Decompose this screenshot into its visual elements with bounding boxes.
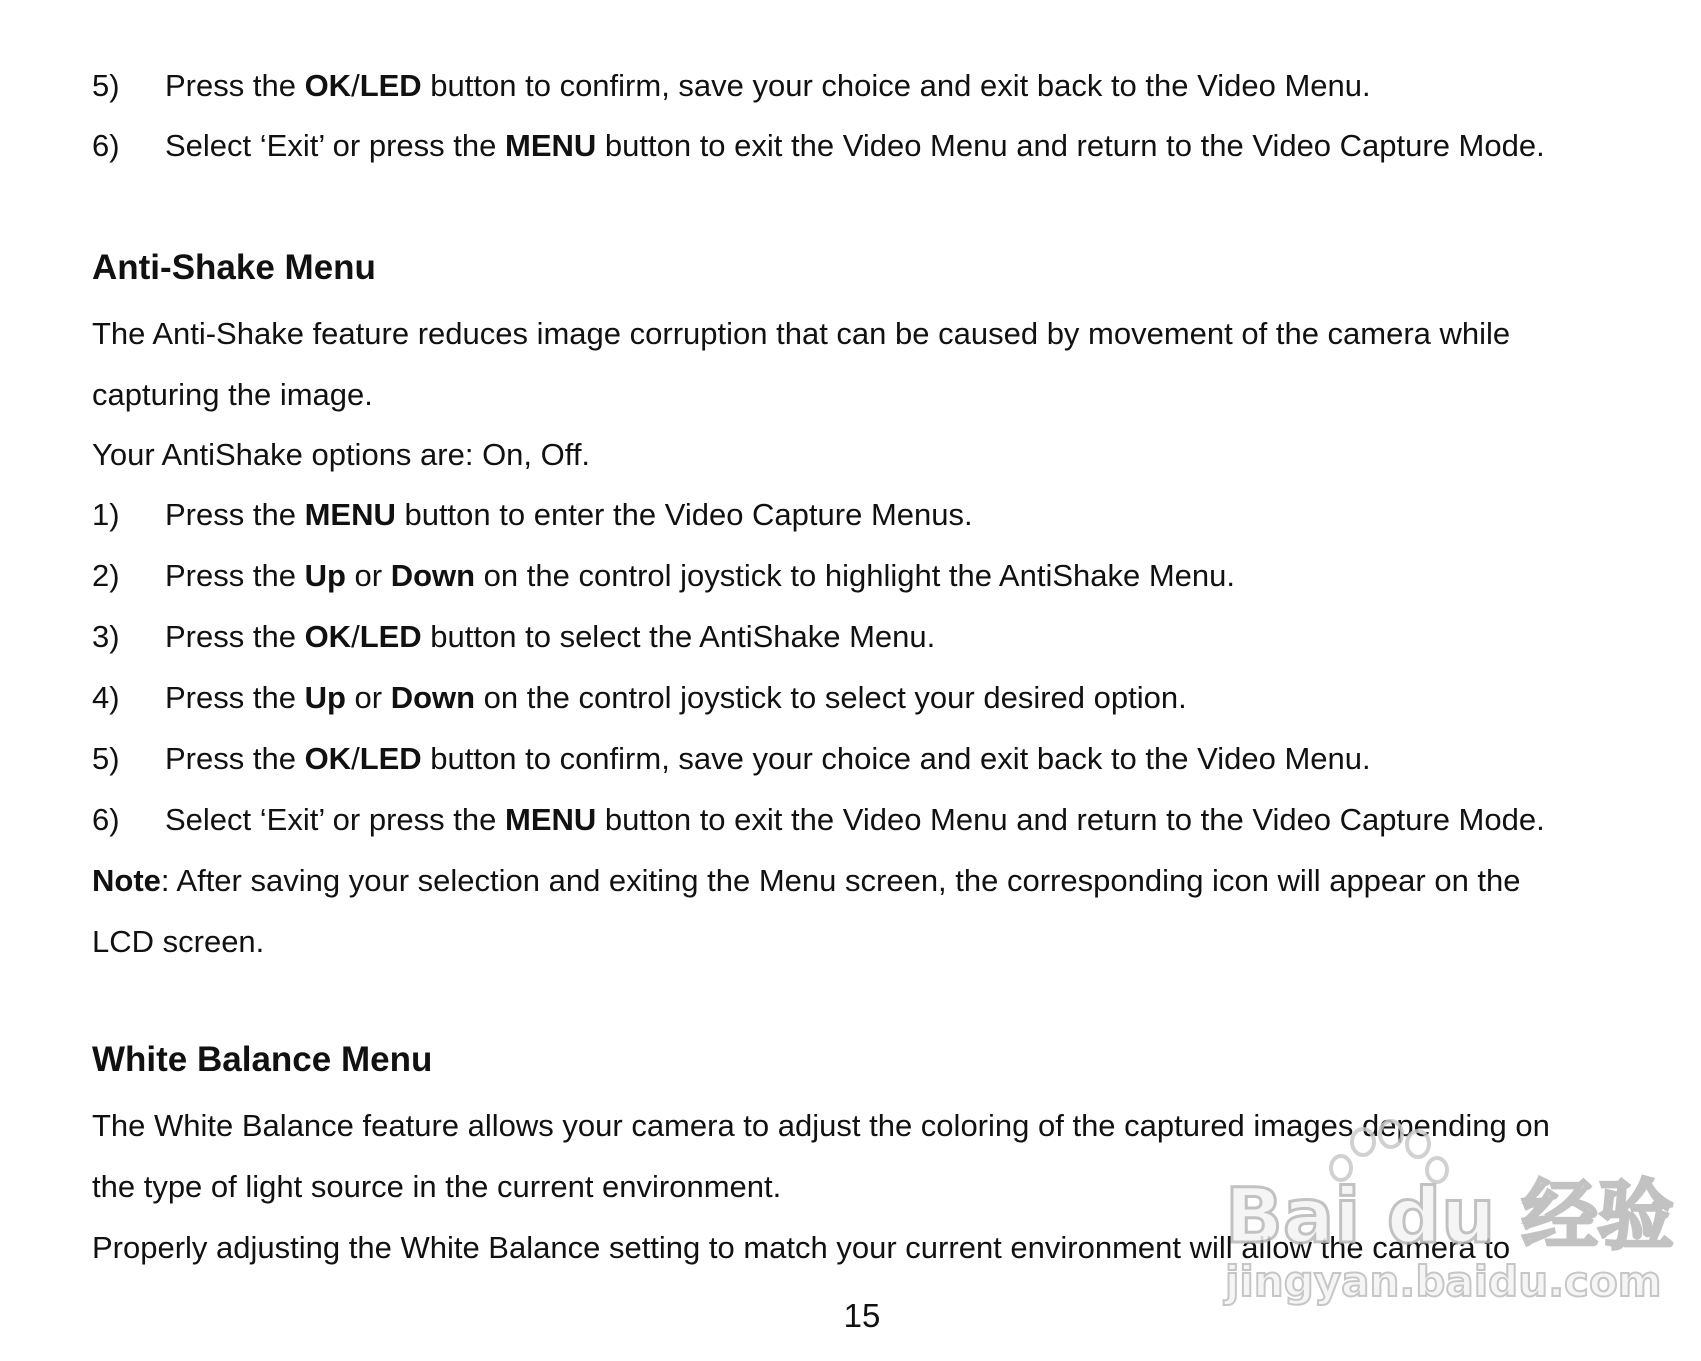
step-item: 6) Select ‘Exit’ or press the MENU button to exit the Video Menu and return to the Video Capture Mode.: [92, 800, 1545, 840]
step-item: 2) Press the Up or Down on the control joystick to highlight the AntiShake Menu.: [92, 556, 1235, 596]
step-number: 3): [92, 619, 120, 654]
note-line-2: LCD screen.: [92, 924, 265, 959]
step-number: 5): [92, 68, 120, 103]
step-item: 6) Select ‘Exit’ or press the MENU button to exit the Video Menu and return to the Video Capture Mode.: [92, 126, 1545, 166]
step-item: 5) Press the OK/LED button to confirm, save your choice and exit back to the Video Menu.: [92, 739, 1371, 779]
section-heading-white-balance: White Balance Menu: [92, 1040, 433, 1079]
anti-shake-description-line-1: The Anti-Shake feature reduces image corruption that can be caused by movement of the camera while: [92, 316, 1511, 351]
step-item: 1) Press the MENU button to enter the Video Capture Menus.: [92, 495, 973, 535]
step-number: 1): [92, 497, 120, 532]
white-balance-description-line-2: the type of light source in the current environment.: [92, 1169, 782, 1204]
step-number: 2): [92, 558, 120, 593]
watermark-brand-text: Bai du 经验: [1225, 1171, 1674, 1260]
section-heading-anti-shake: Anti-Shake Menu: [92, 248, 376, 287]
watermark-url-text: jingyan.baidu.com: [1225, 1257, 1662, 1306]
step-item: 5) Press the OK/LED button to confirm, save your choice and exit back to the Video Menu.: [92, 66, 1371, 106]
anti-shake-options: Your AntiShake options are: On, Off.: [92, 437, 591, 472]
step-item: 3) Press the OK/LED button to select the AntiShake Menu.: [92, 617, 935, 657]
step-item: 4) Press the Up or Down on the control joystick to select your desired option.: [92, 678, 1187, 718]
step-number: 4): [92, 680, 120, 715]
white-balance-description-line-1: The White Balance feature allows your camera to adjust the coloring of the captured images depending on: [92, 1108, 1550, 1143]
note-line-1: Note: After saving your selection and exiting the Menu screen, the corresponding icon will appear on the: [92, 863, 1521, 898]
page-number: 15: [843, 1297, 881, 1334]
anti-shake-description-line-2: capturing the image.: [92, 377, 373, 412]
baidu-watermark-logo: [1215, 1120, 1674, 1310]
note-label: Note: [92, 863, 161, 898]
step-number: 5): [92, 741, 120, 776]
step-number: 6): [92, 128, 120, 163]
step-number: 6): [92, 802, 120, 837]
white-balance-description-line-3: Properly adjusting the White Balance setting to match your current environment will allow the camera to: [92, 1230, 1511, 1265]
